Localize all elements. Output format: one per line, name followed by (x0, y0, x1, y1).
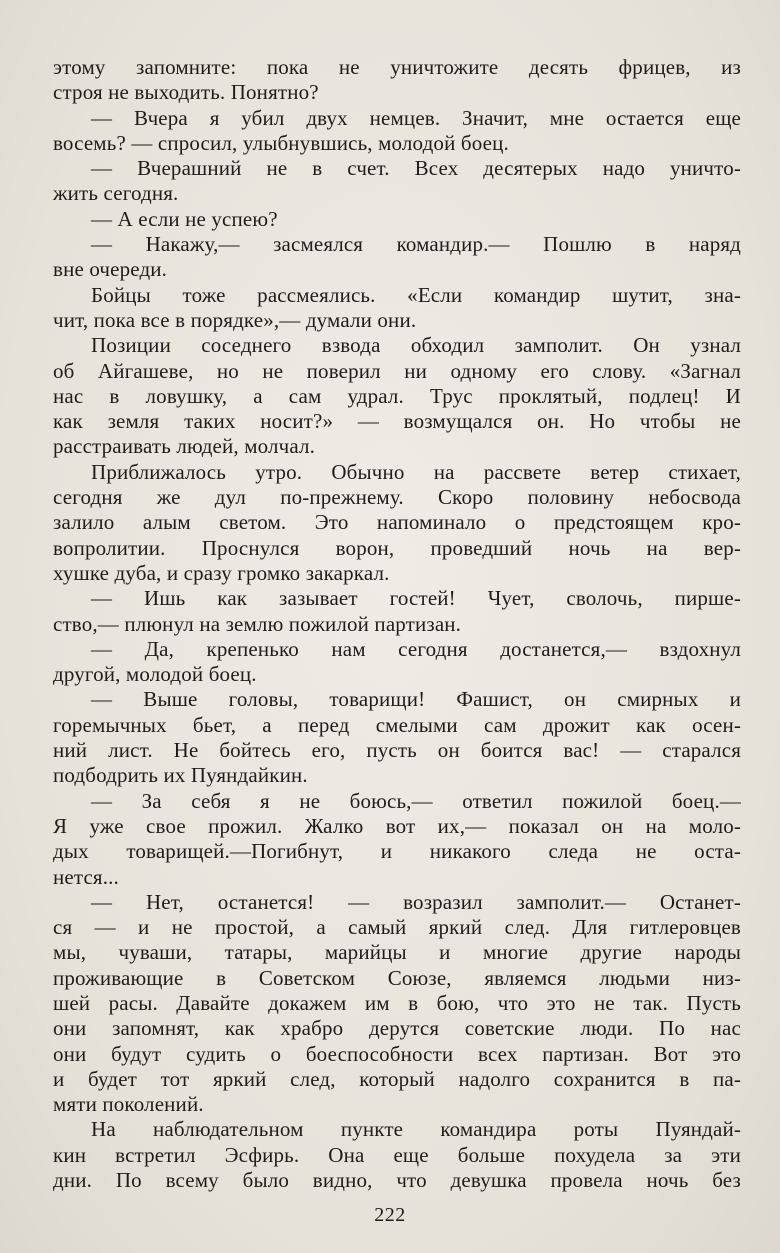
text-line: ство,— плюнул на землю пожилой партизан. (53, 611, 462, 636)
text-line: шей расы. Давайте докажем им в бою, что это не так. Пусть (53, 990, 741, 1015)
text-line: дых товарищей.—Погибнут, и никакого следа не оста- (53, 839, 741, 864)
text-line: дни. По всему было видно, что девушка провела ночь без (53, 1168, 741, 1193)
text-line: восемь? — спросил, улыбнувшись, молодой боец. (53, 130, 509, 155)
text-line: ний лист. Не бойтесь его, пусть он боится вас! — старался (53, 738, 741, 763)
text-line: Я уже свое прожил. Жалко вот их,— показал он на моло- (53, 813, 741, 838)
text-line: кин встретил Эсфирь. Она еще больше похудела за эти (53, 1142, 741, 1167)
text-line: сегодня же дул по-прежнему. Скоро половину небосвода (53, 485, 741, 510)
text-line: другой, молодой боец. (53, 662, 257, 687)
text-line: вне очереди. (53, 257, 168, 282)
text-line: — Вчера я убил двух немцев. Значит, мне остается еще (91, 105, 741, 130)
text-line: проживающие в Советском Союзе, являемся людьми низ- (53, 965, 741, 990)
text-line: залило алым светом. Это напоминало о предстоящем кро- (53, 510, 741, 535)
text-line: — Накажу,— засмеялся командир.— Пошлю в наряд (91, 232, 741, 257)
text-line: — Нет, останется! — возразил замполит.— Останет- (91, 889, 741, 914)
body-text (53, 55, 741, 1193)
text-line: — Да, крепенько нам сегодня достанется,— вздохнул (91, 636, 741, 661)
text-line: вопролитии. Проснулся ворон, проведший ночь на вер- (53, 535, 741, 560)
text-line: нас в ловушку, а сам удрал. Трус проклятый, подлец! И (53, 383, 741, 408)
text-line: Позиции соседнего взвода обходил замполит. Он узнал (91, 333, 741, 358)
text-line: хушке дуба, и сразу громко закаркал. (53, 560, 390, 585)
text-line: горемычных бьет, а перед смелыми сам дрожит как осен- (53, 712, 741, 737)
text-line: чит, пока все в порядке»,— думали они. (53, 307, 417, 332)
text-line: об Айгашеве, но не поверил ни одному его слову. «Загнал (53, 358, 741, 383)
text-line: мяти поколений. (53, 1092, 204, 1117)
text-line: и будет тот яркий след, который надолго сохранится в па- (53, 1066, 741, 1091)
text-line: они будут судить о боеспособности всех партизан. Вот это (53, 1041, 741, 1066)
text-line: — Ишь как зазывает гостей! Чует, сволочь, пирше- (91, 586, 741, 611)
text-line: — Вчерашний не в счет. Всех десятерых надо уничто- (91, 156, 741, 181)
text-line: ся — и не простой, а самый яркий след. Для гитлеровцев (53, 915, 741, 940)
text-line: они запомнят, как храбро дерутся советские люди. По нас (53, 1016, 741, 1041)
text-line: строя не выходить. Понятно? (53, 80, 319, 105)
text-line: Приближалось утро. Обычно на рассвете ветер стихает, (91, 459, 741, 484)
text-line: — Выше головы, товарищи! Фашист, он смирных и (91, 687, 741, 712)
text-line: — А если не успею? (91, 206, 278, 231)
text-line: этому запомните: пока не уничтожите десять фрицев, из (53, 55, 741, 79)
text-line: расстраивать людей, молчал. (53, 434, 316, 459)
text-line: жить сегодня. (53, 181, 179, 206)
text-line: как земля таких носит?» — возмущался он. Но чтобы не (53, 409, 741, 434)
text-line: мы, чуваши, татары, марийцы и многие другие народы (53, 940, 741, 965)
page-number: 222 (374, 1204, 406, 1226)
text-line: На наблюдательном пункте командира роты Пуяндай- (91, 1117, 741, 1142)
text-line: Бойцы тоже рассмеялись. «Если командир шутит, зна- (91, 282, 741, 307)
text-line: — За себя я не боюсь,— ответил пожилой боец.— (91, 788, 741, 813)
text-line: подбодрить их Пуяндайкин. (53, 763, 308, 788)
text-line: нется... (53, 864, 119, 889)
